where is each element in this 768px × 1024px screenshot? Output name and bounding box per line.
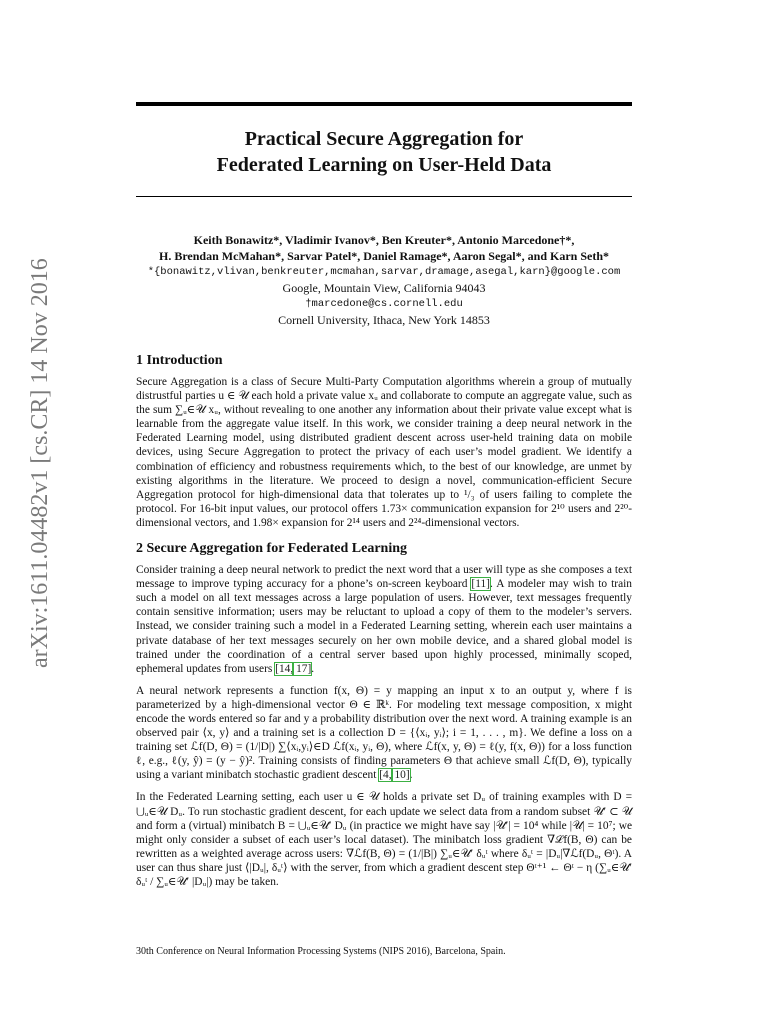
citation-link-11[interactable]: [11] [471, 578, 490, 591]
citation-link-14[interactable]: [14, [275, 662, 294, 675]
section-2-paragraph-1 [136, 563, 632, 676]
conference-footnote: 30th Conference on Neural Information Processing Systems (NIPS 2016), Barcelona, Spain. [136, 946, 506, 957]
author-line-1: Keith Bonawitz*, Vladimir Ivanov*, Ben Kreuter*, Antonio Marcedone†*, [193, 233, 575, 247]
paper-body [136, 352, 632, 897]
title-line-2: Federated Learning on User-Held Data [216, 154, 552, 176]
cornell-email: †marcedone@cs.cornell.edu [305, 298, 463, 310]
google-email: *{bonawitz,vlivan,benkreuter,mcmahan,sarvar,dramage,asegal,karn}@google.com [147, 266, 621, 278]
author-line-2: H. Brendan McMahan*, Sarvar Patel*, Daniel Ramage*, Aaron Segal*, and Karn Seth* [158, 249, 609, 263]
text-run: . [311, 662, 315, 675]
title-line-1: Practical Secure Aggregation for [244, 128, 524, 150]
paper-title [136, 126, 632, 178]
text-run: . A modeler may wish to train such a model on all text messages across a large population of users. However, text messages frequently contain sensitive information; users may be reluctant to upload a copy of them to the modeler’s servers. Instead, we consider training such a model in a Federated Learning setting, wherein each user maintains a private database of her text messages securely on her own mobile device, and a shared global model is trained under the coordination of a central server based upon highly processed, minimally scoped, ephemeral updates from users [136, 578, 632, 675]
section-1-heading: 1 Introduction [136, 353, 223, 368]
cornell-affiliation: Cornell University, Ithaca, New York 14853 [278, 313, 490, 327]
citation-link-4[interactable]: [4, [379, 769, 392, 782]
title-bottom-rule [136, 196, 632, 197]
section-2-heading: 2 Secure Aggregation for Federated Learning [136, 541, 408, 557]
google-affiliation: Google, Mountain View, California 94043 [282, 281, 486, 295]
text-run: . [409, 769, 413, 782]
text-run: Consider training a deep neural network to predict the next word that a user will type as she composes a text message to improve typing accuracy for a phone’s on-screen keyboard [136, 564, 632, 591]
section-1-paragraph: Secure Aggregation is a class of Secure Multi-Party Computation algorithms wherein a group of mutually distrustful parties u ∈ 𝒰 each hold a private value xᵤ and collaborate to compute an aggregate value, such as the sum ∑ᵤ∈𝒰 xᵤ, without revealing to one another any information about their private value except what is learnable from the aggregate value itself. In this work, we consider training a deep neural network in the Federated Learning model, using distributed gradient descent across user-held training data on mobile devices, using Secure Aggregation to protect the privacy of each user’s model gradient. We identify a combination of efficiency and robustness requirements which, to the best of our knowledge, are unmet by existing algorithms in the literature. We proceed to design a novel, communication-efficient Secure Aggregation protocol for high-dimensional data that tolerates up to ¹/₃ of users failing to complete the protocol. For 16-bit input values, our protocol offers 1.73× communication expansion for 2¹⁰ users and 2²⁰-dimensional vectors, and 1.98× expansion for 2¹⁴ users and 2²⁴-dimensional vectors. [136, 376, 632, 529]
section-2-paragraph-3: In the Federated Learning setting, each user u ∈ 𝒰 holds a private set Dᵤ of training examples with D = ⋃ᵤ∈𝒰 Dᵤ. To run stochastic gradient descent, for each update we select data from a random subset 𝒰′ ⊂ 𝒰 and form a (virtual) minibatch B = ⋃ᵤ∈𝒰′ Dᵤ (in practice we might have say |𝒰′| = 10⁴ while |𝒰| = 10⁷; we might only consider a subset of each user’s local dataset). The minibatch loss gradient ∇ℒf(B, Θ) can be rewritten as a weighted average across users: ∇ℒf(B, Θ) = (1/|B|) ∑ᵤ∈𝒰′ δᵤᵗ where δᵤᵗ = |Dᵤ|∇ℒf(Dᵤ, Θᵗ). A user can thus share just ⟨|Dᵤ|, δᵤᵗ⟩ with the server, from which a gradient descent step Θᵗ⁺¹ ← Θᵗ − η (∑ᵤ∈𝒰′ δᵤᵗ / ∑ᵤ∈𝒰′ |Dᵤ|) may be taken. [136, 791, 632, 888]
citation-link-17[interactable]: 17] [293, 662, 312, 675]
arxiv-sidebar-stamp: arXiv:1611.04482v1 [cs.CR] 14 Nov 2016 [27, 258, 53, 668]
author-block [120, 232, 648, 328]
section-2-paragraph-2 [136, 684, 632, 783]
title-top-rule [136, 102, 632, 106]
text-run: A neural network represents a function f(x, Θ) = y mapping an input x to an output y, where f is parameterized by a high-dimensional vector Θ ∈ ℝᵏ. For modeling text message composition, x might encode the words entered so far and y a probability distribution over the next word. A training example is an observed pair ⟨x, y⟩ and a training set is a collection D = {⟨xᵢ, yᵢ⟩; i = 1, . . . , m}. We define a loss on a training set ℒf(D, Θ) = (1/|D|) ∑⟨xᵢ,yᵢ⟩∈D ℒf(xᵢ, yᵢ, Θ), where ℒf(x, y, Θ) = ℓ(y, f(x, Θ)) for a loss function ℓ, e.g., ℓ(y, ŷ) = (y − ŷ)². Training consists of finding parameters Θ that achieve small ℒf(D, Θ), typically using a variant minibatch stochastic gradient descent [136, 684, 632, 782]
citation-link-10[interactable]: 10] [391, 769, 410, 782]
